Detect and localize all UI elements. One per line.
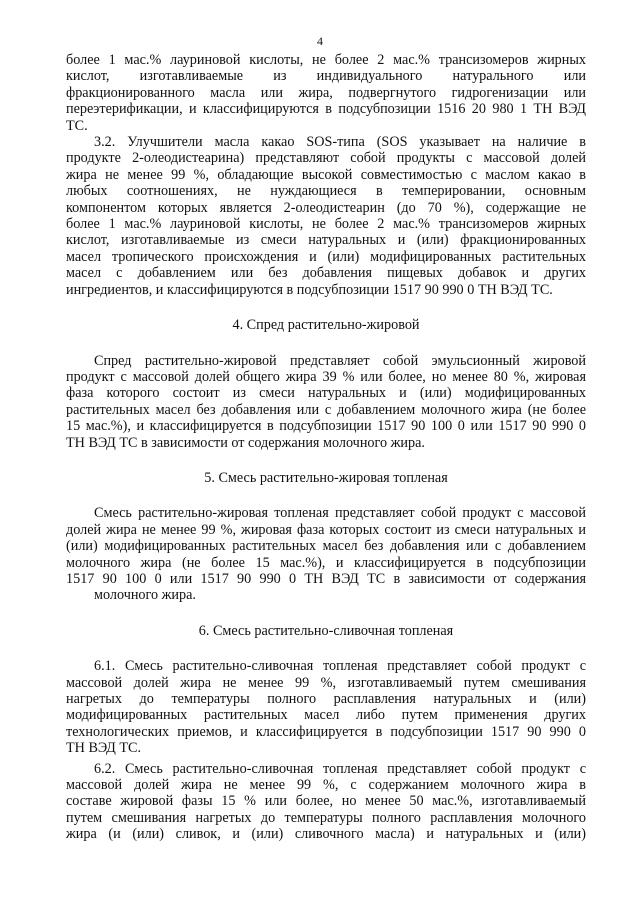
text-line: более 1 мас.% лауриновой кислоты, не более 2 мас.% трансизомеров жирных — [66, 52, 586, 68]
section-heading-6: 6. Смесь растительно-сливочная топленая — [198, 622, 454, 639]
text-line: массовой долей жира не менее 99 %, с содержанием молочного жира в — [66, 777, 586, 794]
text-line: ТН ВЭД ТС в зависимости от содержания молочного жира. — [66, 434, 425, 451]
text-line: фракционированного масла или жира, подвергнутого гидрогенизации или — [66, 84, 586, 101]
text-line: ТС. — [66, 117, 88, 134]
text-line: нагретых до температуры полного расплавления натуральных и (или) — [66, 691, 586, 707]
text-line: 6.1. Смесь растительно-сливочная топленая представляет собой продукт с — [94, 658, 586, 675]
text-line: переэтерификации, и классифицируются в подсубпозиции 1516 20 980 1 ТН ВЭД — [66, 101, 586, 118]
text-line: растительных масел без добавления или с добавлением молочного жира (не более — [66, 401, 586, 418]
paragraph-section-5 — [66, 505, 586, 603]
text-line: кислот, изготавливаемые из смеси натуральных и (или) фракционированных — [66, 232, 586, 249]
text-line: технологических приемов, и классифицируется в подсубпозиции 1517 90 990 0 — [66, 723, 586, 740]
paragraph-continuation — [66, 52, 586, 134]
text-line: составе жировой фазы 15 % или более, но менее 50 мас.%, изготавливаемый — [66, 793, 586, 810]
text-line: масел с добавлением или без добавления пищевых добавок и других — [66, 265, 586, 282]
text-line: компонентом которых является 2-олеодистеарин (до 70 %), содержащие не — [66, 199, 586, 216]
text-line: (или) модифицированных растительных масел без добавления или с добавлением — [66, 538, 586, 555]
paragraph-section-4 — [66, 353, 586, 451]
text-line: молочного жира. — [94, 587, 196, 604]
text-line: масел тропического происхождения и (или) модифицированных растительных — [66, 248, 586, 265]
text-line: 1517 90 100 0 или 1517 90 990 0 ТН ВЭД ТС в зависимости от содержания — [66, 570, 586, 587]
text-line: кислот, изготавливаемые из индивидуального натурального или — [66, 68, 586, 85]
section-heading-4: 4. Спред растительно-жировой — [232, 317, 420, 334]
text-line: продукт с массовой долей общего жира 39 % или более, но менее 80 %, жировая — [66, 368, 586, 385]
text-line: Смесь растительно-жировая топленая представляет собой продукт с массовой — [94, 505, 586, 522]
text-line: 3.2. Улучшители масла какао SOS-типа (SOS указывает на наличие в — [94, 134, 586, 151]
text-line: фаза которого состоит из смеси натуральных и (или) модифицированных — [66, 385, 586, 402]
paragraph-6-1 — [66, 658, 586, 756]
text-line: 6.2. Смесь растительно-сливочная топленая представляет собой продукт с — [94, 760, 586, 777]
section-heading-5: 5. Смесь растительно-жировая топленая — [204, 469, 448, 486]
text-line: жира (и (или) сливок, и (или) сливочного масла) и натуральных и (или) — [66, 826, 586, 843]
text-line: модифицированных растительных масел либо путем применения других — [66, 707, 586, 724]
text-line: продукте 2-олеодистеарина) представляют собой продукты с массовой долей — [66, 150, 586, 167]
text-line: 15 мас.%), и классифицируется в подсубпозиции 1517 90 100 0 или 1517 90 990 0 — [66, 418, 586, 435]
paragraph-3-2 — [66, 134, 586, 298]
text-line: ТН ВЭД ТС. — [66, 740, 141, 757]
document-body — [66, 52, 586, 843]
text-line: ингредиентов, и классифицируются в подсубпозиции 1517 90 990 0 ТН ВЭД ТС. — [66, 281, 553, 298]
page-number: 4 — [317, 34, 323, 48]
text-line: Спред растительно-жировой представляет собой эмульсионный жировой — [94, 352, 586, 369]
text-line: долей жира не менее 99 %, жировая фаза которых состоит из смеси натуральных и — [66, 521, 586, 538]
paragraph-6-2 — [66, 761, 586, 843]
text-line: любых соотношениях, не нуждающиеся в темперировании, основным — [66, 183, 586, 200]
text-line: более 1 мас.% лауриновой кислоты, не более 2 мас.% трансизомеров жирных — [66, 216, 586, 233]
text-line: массовой долей жира не менее 99 %, изготавливаемый путем смешивания — [66, 674, 586, 691]
text-line: путем смешивания нагретых до температуры полного расплавления молочного — [66, 809, 586, 826]
text-line: жира не менее 99 %, обладающие высокой совместимостью с маслом какао в — [66, 166, 586, 183]
text-line: молочного жира (не более 15 мас.%), и классифицируется в подсубпозиции — [66, 554, 586, 571]
